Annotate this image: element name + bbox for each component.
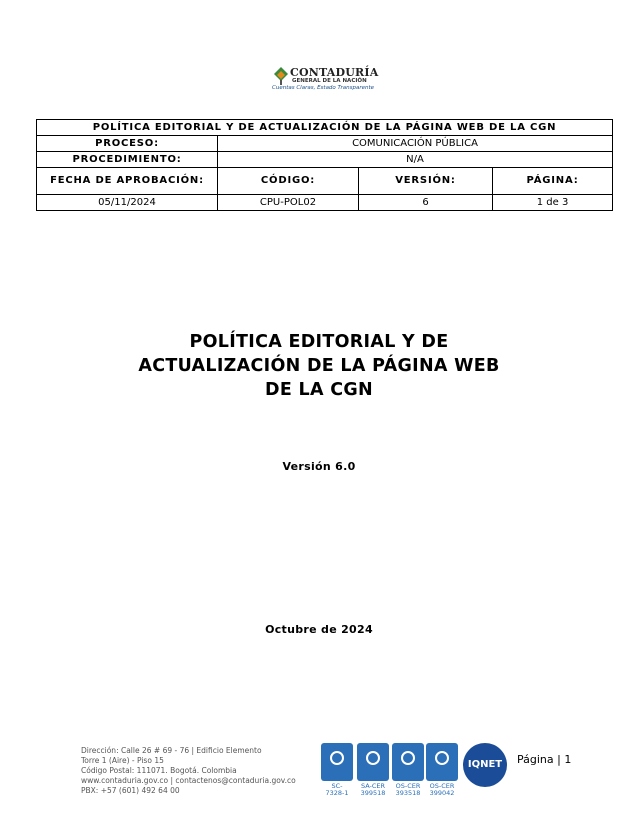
certification-code: SA-CER 399518 bbox=[360, 782, 386, 797]
certification-code: OS-CER 399042 bbox=[429, 782, 455, 797]
procedimiento-value: N/A bbox=[218, 152, 613, 168]
document-title-line: DE LA CGN bbox=[265, 380, 373, 400]
logo-name: CONTADURÍA bbox=[290, 66, 379, 79]
document-version: Versión 6.0 bbox=[282, 460, 356, 473]
logo-subtitle: GENERAL DE LA NACIÓN bbox=[292, 78, 367, 84]
document-title bbox=[0, 330, 638, 402]
header-title: POLÍTICA EDITORIAL Y DE ACTUALIZACIÓN DE LA PÁGINA WEB DE LA CGN bbox=[37, 120, 613, 136]
codigo-label: CÓDIGO: bbox=[218, 168, 359, 195]
address-line: PBX: +57 (601) 492 64 00 bbox=[81, 786, 180, 795]
pagina-value: 1 de 3 bbox=[493, 195, 613, 211]
version-label: VERSIÓN: bbox=[359, 168, 493, 195]
proceso-value: COMUNICACIÓN PÚBLICA bbox=[218, 136, 613, 152]
version-value: 6 bbox=[359, 195, 493, 211]
address-line: Torre 1 (Aire) - Piso 15 bbox=[81, 756, 164, 765]
document-header-table bbox=[36, 119, 613, 211]
pagina-label: PÁGINA: bbox=[493, 168, 613, 195]
logo-slogan: Cuentas Claras, Estado Transparente bbox=[272, 85, 374, 91]
contaduria-logo-icon bbox=[272, 66, 290, 86]
icontec-certification-badge bbox=[357, 743, 389, 801]
iqnet-badge: IQNET bbox=[463, 743, 507, 787]
icontec-seal-icon bbox=[357, 743, 389, 781]
procedimiento-label: PROCEDIMIENTO: bbox=[37, 152, 218, 168]
document-date: Octubre de 2024 bbox=[265, 623, 373, 636]
address-line: Código Postal: 111071. Bogotá. Colombia bbox=[81, 766, 237, 775]
certification-code: SC- 7328-1 bbox=[325, 782, 349, 797]
cgn-logo bbox=[272, 64, 382, 96]
document-title-line: POLÍTICA EDITORIAL Y DE bbox=[189, 332, 449, 352]
icontec-seal-icon bbox=[426, 743, 458, 781]
document-title-line: ACTUALIZACIÓN DE LA PÁGINA WEB bbox=[138, 356, 500, 376]
address-line: Dirección: Calle 26 # 69 - 76 | Edificio Elemento bbox=[81, 746, 262, 755]
fecha-aprobacion-value: 05/11/2024 bbox=[37, 195, 218, 211]
icontec-certification-badge bbox=[321, 743, 353, 801]
certification-code: OS-CER 393518 bbox=[395, 782, 421, 797]
icontec-certification-badge bbox=[392, 743, 424, 801]
icontec-seal-icon bbox=[321, 743, 353, 781]
footer-address bbox=[81, 746, 296, 796]
fecha-aprobacion-label: FECHA DE APROBACIÓN: bbox=[37, 168, 218, 195]
page-number: Página | 1 bbox=[517, 753, 572, 766]
icontec-certification-badge bbox=[426, 743, 458, 801]
address-line: www.contaduria.gov.co | contactenos@contaduria.gov.co bbox=[81, 776, 296, 785]
codigo-value: CPU-POL02 bbox=[218, 195, 359, 211]
icontec-seal-icon bbox=[392, 743, 424, 781]
proceso-label: PROCESO: bbox=[37, 136, 218, 152]
